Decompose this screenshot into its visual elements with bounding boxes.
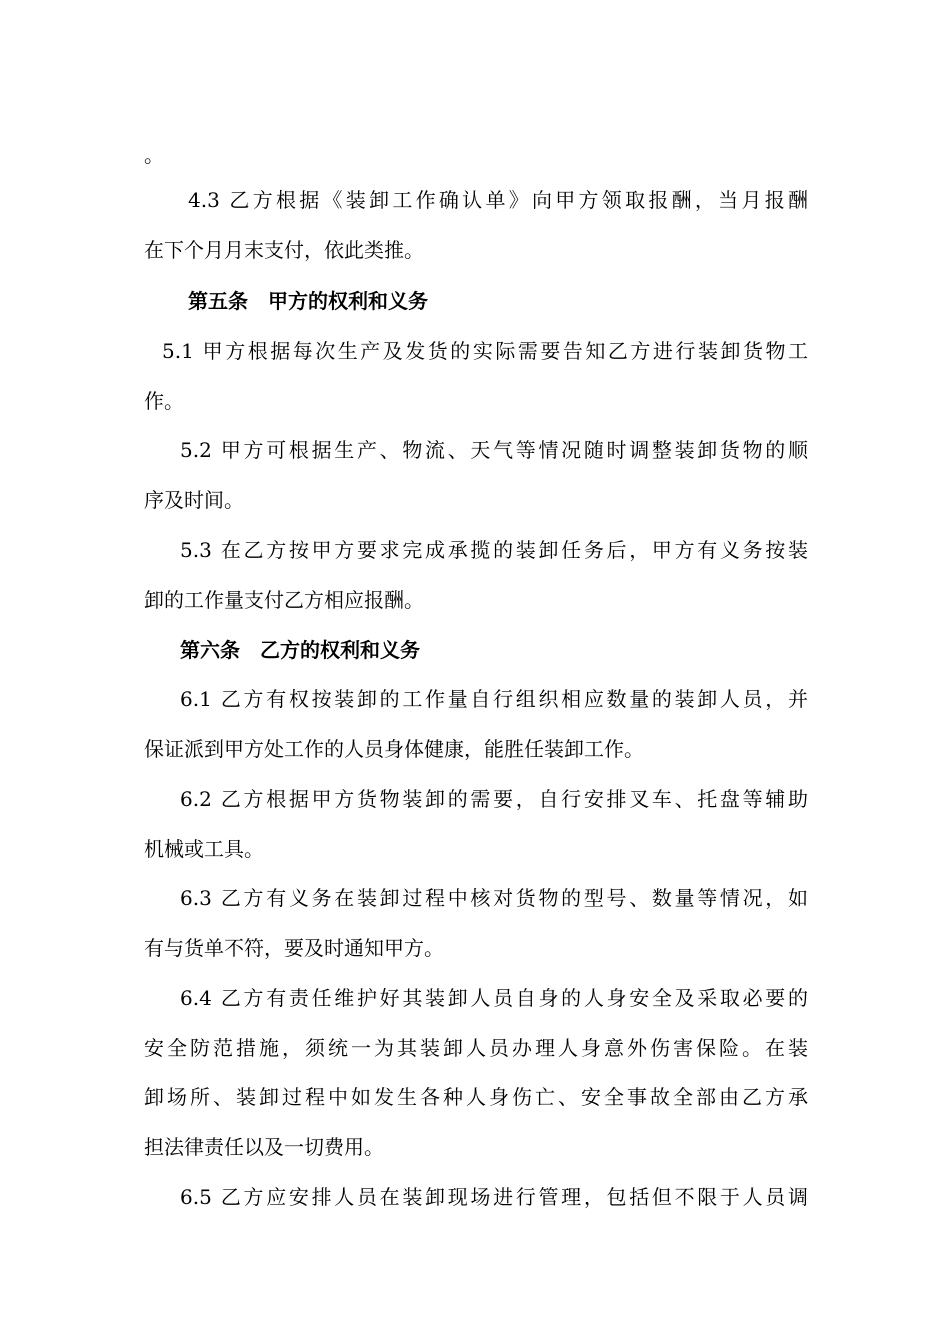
clause-6-3-line: 有与货单不符，要及时通知甲方。 (144, 936, 444, 960)
clause-5-2-line: 序及时间。 (144, 488, 244, 512)
clause-6-4-line: 卸场所、装卸过程中如发生各种人身伤亡、安全事故全部由乙方承 (144, 1085, 808, 1109)
clause-6-4-line: 担法律责任以及一切费用。 (144, 1135, 384, 1159)
clause-5-3-line: 5.3 在乙方按甲方要求完成承揽的装卸任务后，甲方有义务按装 (180, 538, 808, 562)
clause-5-1-line: 作。 (144, 389, 184, 413)
clause-5-2-line: 5.2 甲方可根据生产、物流、天气等情况随时调整装卸货物的顺 (180, 438, 808, 462)
clause-4-3-line: 4.3 乙方根据《装卸工作确认单》向甲方领取报酬，当月报酬 (188, 188, 808, 212)
clause-6-2-line: 6.2 乙方根据甲方货物装卸的需要，自行安排叉车、托盘等辅助 (180, 787, 808, 811)
clause-6-1-line: 保证派到甲方处工作的人员身体健康，能胜任装卸工作。 (144, 737, 644, 761)
clause-6-4-line: 安全防范措施，须统一为其装卸人员办理人身意外伤害保险。在装 (144, 1036, 808, 1060)
clause-6-5-line: 6.5 乙方应安排人员在装卸现场进行管理，包括但不限于人员调 (180, 1185, 808, 1209)
article-6-heading: 第六条 乙方的权利和义务 (180, 638, 420, 662)
paragraph-line: 。 (144, 143, 164, 167)
clause-4-3-line: 在下个月月末支付，依此类推。 (144, 238, 424, 262)
clause-5-3-line: 卸的工作量支付乙方相应报酬。 (144, 588, 424, 612)
clause-6-3-line: 6.3 乙方有义务在装卸过程中核对货物的型号、数量等情况，如 (180, 886, 808, 910)
article-5-heading: 第五条 甲方的权利和义务 (188, 289, 428, 313)
clause-6-1-line: 6.1 乙方有权按装卸的工作量自行组织相应数量的装卸人员，并 (180, 687, 808, 711)
clause-6-4-line: 6.4 乙方有责任维护好其装卸人员自身的人身安全及采取必要的 (180, 986, 808, 1010)
clause-6-2-line: 机械或工具。 (144, 837, 264, 861)
clause-5-1-line: 5.1 甲方根据每次生产及发货的实际需要告知乙方进行装卸货物工 (162, 339, 808, 363)
